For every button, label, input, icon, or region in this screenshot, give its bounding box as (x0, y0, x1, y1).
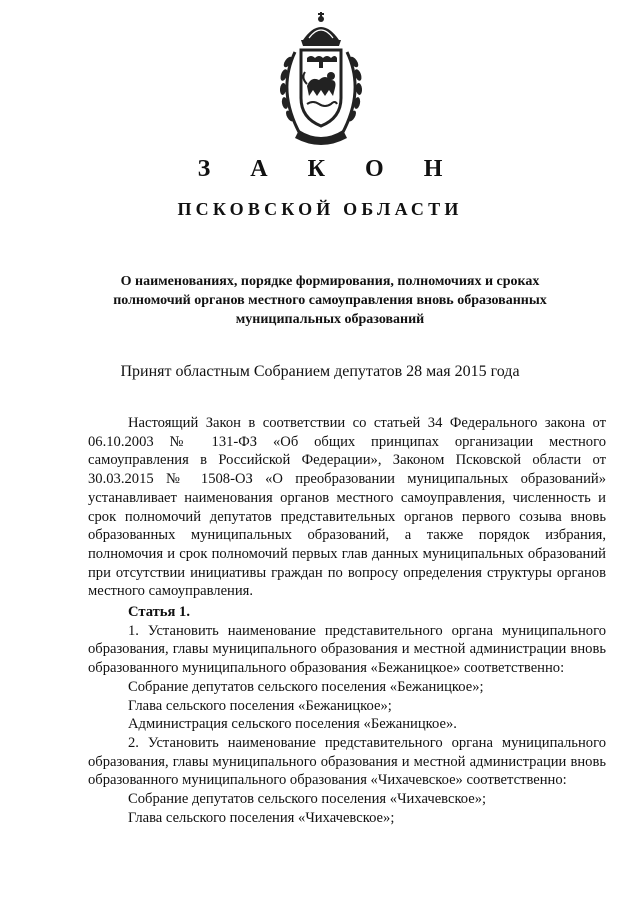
preamble (88, 414, 606, 601)
article-1-title: Статья 1. (128, 604, 190, 620)
law-region-title: ПСКОВСКОЙ ОБЛАСТИ (177, 199, 463, 219)
law-subject (100, 272, 560, 329)
article-1-item-1: 1. Установить наименование представительного органа муниципального образования, главы муниципального образования и местной администрации вновь образованного муниципального образования «Бежаницкое» соответственно: (88, 622, 606, 677)
law-subject-line-1: О наименованиях, порядке формирования, полномочиях и сроках (120, 274, 540, 289)
list-item: Глава сельского поселения «Чихачевское»; (128, 809, 395, 826)
list-item: Администрация сельского поселения «Бежаницкое». (128, 716, 457, 733)
law-subject-line-3: муниципальных образований (235, 312, 425, 327)
list-item: Глава сельского поселения «Бежаницкое»; (128, 697, 392, 714)
article-1-item-2: 2. Установить наименование представительного органа муниципального образования, главы муниципального образования и местной администрации вновь образованного муниципального образования «Чихачевское» соответственно: (88, 734, 606, 789)
law-title: З А К О Н (197, 156, 460, 182)
law-subject-line-2: полномочий органов местного самоуправления вновь образованных (113, 293, 547, 308)
list-item: Собрание депутатов сельского поселения «Бежаницкое»; (128, 678, 484, 695)
preamble-text: Настоящий Закон в соответствии со статьей 34 Федерального закона от 06.10.2003 № 131-ФЗ «Об общих принципах организации местного самоуправления в Российской Федерации», Законом Псковской области от 30.03.2015 № 1508-ОЗ «О преобразовании муниципальных образований» устанавливает наименования органов местного самоуправления, численность и срок полномочий депутатов представительных органов первого созыва вновь образованных муниципальных образований, а также порядок избрания, полномочия и срок полномочий первых глав данных муниципальных образований при отсутствии инициативы граждан по вопросу определения структуры органов местного самоуправления. (88, 415, 606, 600)
article-1 (88, 603, 606, 827)
pskov-coat-of-arms-icon (273, 10, 369, 150)
list-item: Собрание депутатов сельского поселения «Чихачевское»; (128, 791, 487, 808)
adoption-line: Принят областным Собранием депутатов 28 мая 2015 года (120, 363, 520, 380)
